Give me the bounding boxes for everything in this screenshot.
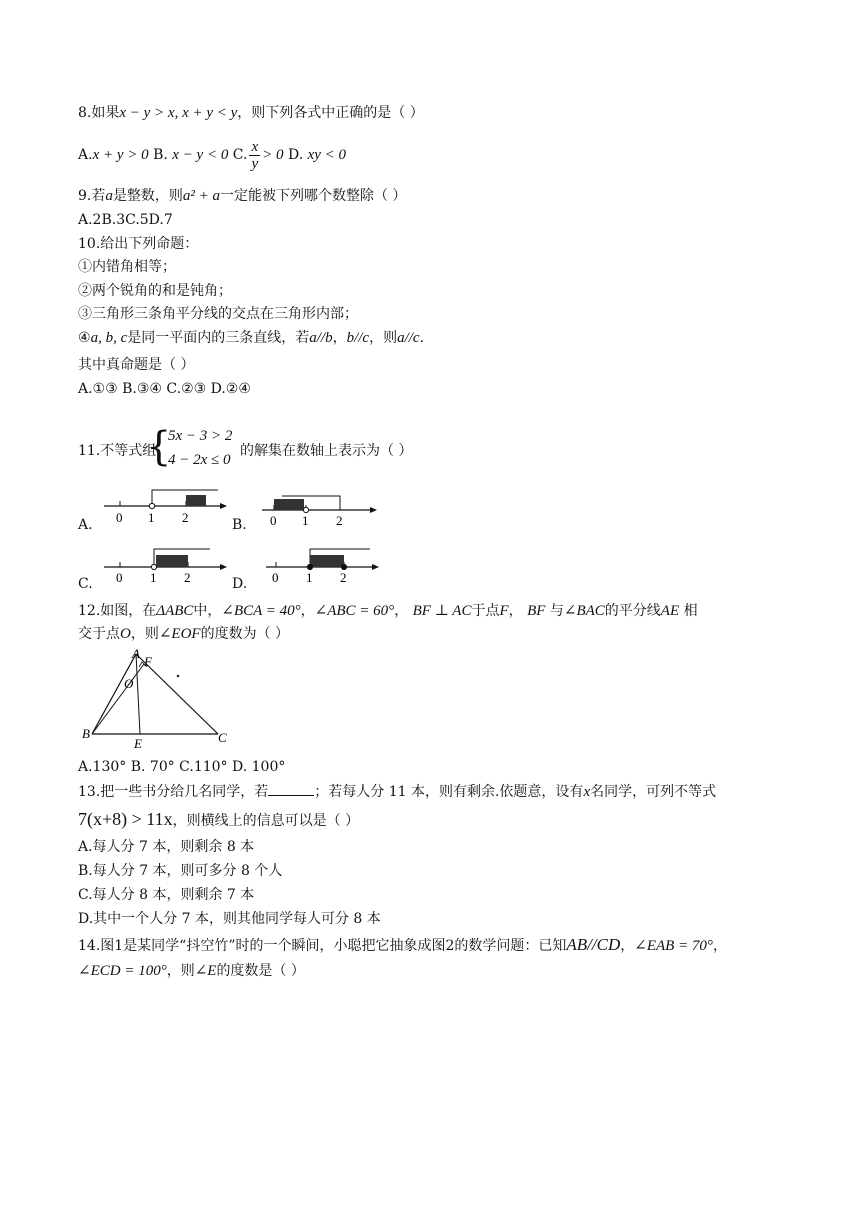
tick-1: 1: [148, 510, 155, 525]
q8-options: A.x + y > 0 B. x − y < 0 C. $\frac{x}{y}$ > 0 D. xy < 0: [78, 138, 347, 172]
label-b: B: [82, 726, 90, 741]
q11-label-a: A.: [78, 517, 93, 533]
q10-prop2: ②两个锐角的和是钝角；: [78, 283, 232, 299]
q12-options: A.130° B. 70° C.110° D. 100°: [78, 759, 286, 775]
label-f: F: [144, 654, 152, 669]
q13-stem-line2: 7(x+8) > 11x，则横线上的信息可以是（ ）: [78, 809, 360, 829]
q11-label-c: C.: [78, 576, 93, 592]
q11-label-d: D.: [232, 576, 248, 592]
svg-text:0: 0: [270, 513, 277, 528]
q10-prop4: ④a, b, c是同一平面内的三条直线，若a//b，b//c，则a//c.: [78, 330, 425, 346]
q14-stem-line2: ∠ECD = 100°，则∠E的度数是（ ）: [78, 963, 305, 979]
svg-text:1: 1: [302, 513, 309, 528]
q11-eq1: 5x − 3 > 2: [168, 428, 233, 444]
q13-option-d: D.其中一个人分 7 本，则其他同学每人可分 8 本: [78, 911, 381, 927]
q13-option-c: C.每人分 8 本，则剩余 7 本: [78, 887, 255, 903]
q8-stem: 8.如果x − y > x, x + y < y，则下列各式中正确的是（ ）: [78, 105, 424, 121]
q14-stem-line1: 14.图1是某同学“抖空竹”时的一个瞬间，小聪把它抽象成图2的数学问题：已知AB//CD，∠EAB = 70°，: [78, 935, 727, 954]
svg-text:1: 1: [306, 570, 313, 585]
label-o: O: [124, 676, 134, 691]
q12-triangle-figure: [78, 646, 238, 752]
q10-stem: 10.给出下列命题：: [78, 236, 199, 252]
q13-stem-line1: 13.把一些书分给几名同学，若 ；若每人分 11 本，则有剩余.依题意，设有x名同学，可列不等式: [78, 781, 716, 801]
q12-stem-line1: 12.如图，在ΔABC中，∠BCA = 40°，∠ABC = 60°， BF ⊥ AC于点F， BF 与∠BAC的平分线AE 相: [78, 603, 698, 619]
svg-text:0: 0: [116, 570, 123, 585]
q10-options: A.①③ B.③④ C.②③ D.②④: [78, 381, 251, 397]
q10-prop1: ①内错角相等；: [78, 259, 176, 275]
tick-2: 2: [182, 510, 189, 525]
q10-ask: 其中真命题是（ ）: [78, 357, 195, 373]
q11-eq2: 4 − 2x ≤ 0: [168, 452, 231, 468]
numberline-c: [100, 545, 230, 585]
q9-options: A.2B.3C.5D.7: [78, 212, 173, 228]
numberline-b: [258, 488, 388, 528]
q12-stem-line2: 交于点O，则∠EOF的度数为（ ）: [78, 626, 290, 642]
numberline-a: [100, 488, 230, 528]
label-e: E: [134, 736, 142, 751]
svg-text:2: 2: [340, 570, 347, 585]
q10-prop3: ③三角形三条角平分线的交点在三角形内部；: [78, 306, 358, 322]
label-a: A: [132, 646, 140, 661]
q11-label-b: B.: [232, 517, 247, 533]
svg-text:2: 2: [336, 513, 343, 528]
q13-option-a: A.每人分 7 本，则剩余 8 本: [78, 839, 255, 855]
answer-blank: [268, 781, 314, 796]
svg-text:0: 0: [272, 570, 279, 585]
label-c: C: [218, 730, 227, 745]
svg-text:2: 2: [184, 570, 191, 585]
tick-0: 0: [116, 510, 123, 525]
svg-text:1: 1: [150, 570, 157, 585]
q9-stem: 9.若a是整数，则a² + a一定能被下列哪个数整除（ ）: [78, 188, 407, 204]
numberline-d: [262, 545, 392, 585]
q13-option-b: B.每人分 7 本，则可多分 8 个人: [78, 863, 283, 879]
